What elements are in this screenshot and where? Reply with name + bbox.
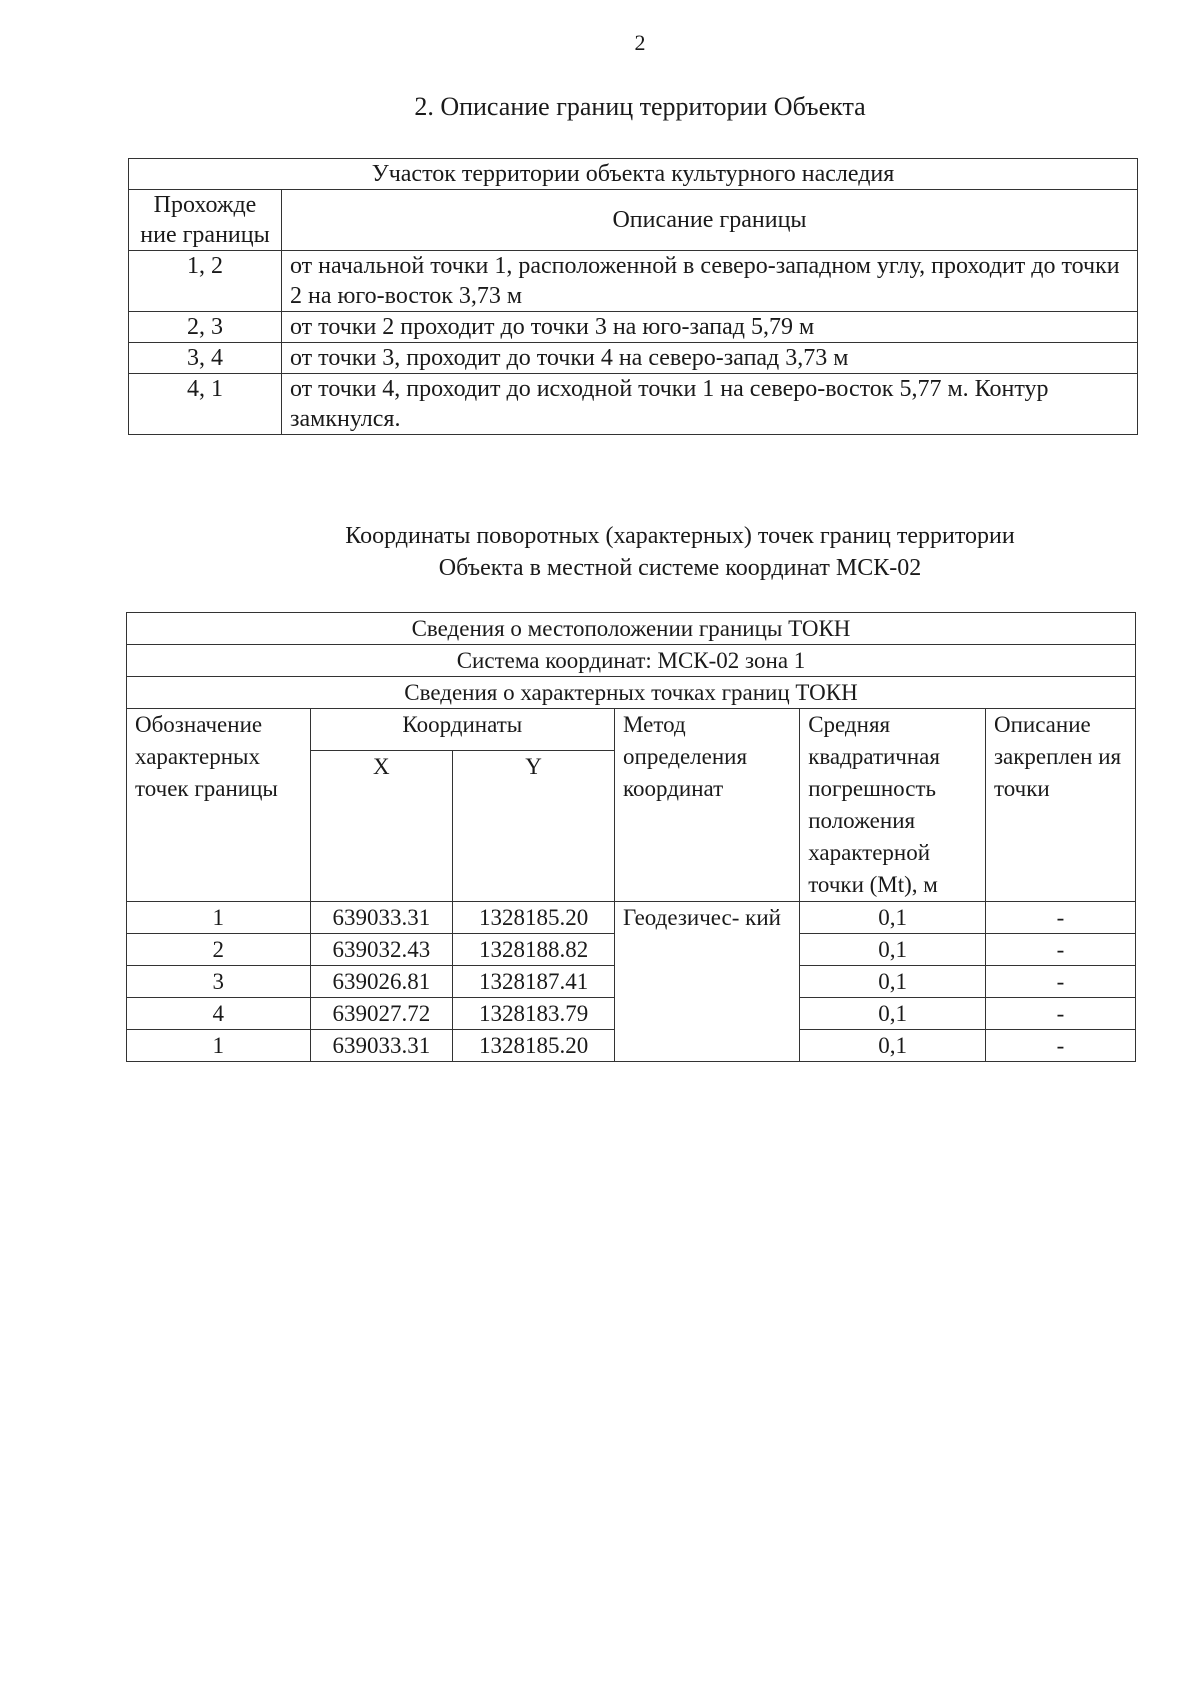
description-cell: от точки 3, проходит до точки 4 на северо-запад 3,73 м [282, 343, 1138, 374]
page-number: 2 [634, 30, 646, 55]
description-cell: от точки 4, проходит до исходной точки 1 на северо-восток 5,77 м. Контур замкнулся. [282, 374, 1138, 435]
point-cell: 2 [127, 934, 311, 966]
error-cell: 0,1 [800, 902, 986, 934]
point-cell: 1 [127, 902, 311, 934]
table-row [129, 343, 1138, 374]
passage-cell: 2, 3 [129, 312, 282, 343]
column-header-fixing: Описание закреплен ия точки [985, 709, 1135, 902]
column-header-point: Обозначение характерных точек границы [127, 709, 311, 902]
coordinates-heading [260, 520, 1100, 584]
table-row [127, 902, 1136, 934]
fixing-cell: - [985, 998, 1135, 1030]
passage-cell: 3, 4 [129, 343, 282, 374]
fixing-cell: - [985, 934, 1135, 966]
x-cell: 639033.31 [310, 902, 453, 934]
description-cell: от начальной точки 1, расположенной в северо-западном углу, проходит до точки 2 на юго-восток 3,73 м [282, 251, 1138, 312]
fixing-cell: - [985, 902, 1135, 934]
column-header-description: Описание границы [282, 190, 1138, 251]
error-cell: 0,1 [800, 1030, 986, 1062]
column-header-y: Y [453, 751, 615, 902]
coord-table-header-location: Сведения о местоположении границы ТОКН [127, 613, 1136, 645]
y-cell: 1328187.41 [453, 966, 615, 998]
passage-cell: 1, 2 [129, 251, 282, 312]
error-cell: 0,1 [800, 998, 986, 1030]
table-row [129, 312, 1138, 343]
fixing-cell: - [985, 966, 1135, 998]
x-cell: 639026.81 [310, 966, 453, 998]
column-header-method: Метод определения координат [615, 709, 800, 902]
fixing-cell: - [985, 1030, 1135, 1062]
y-cell: 1328183.79 [453, 998, 615, 1030]
description-cell: от точки 2 проходит до точки 3 на юго-запад 5,79 м [282, 312, 1138, 343]
coord-table-header-points: Сведения о характерных точках границ ТОКН [127, 677, 1136, 709]
column-header-passage: Прохожде ние границы [129, 190, 282, 251]
boundary-description-table [128, 158, 1138, 435]
y-cell: 1328188.82 [453, 934, 615, 966]
coordinates-heading-line-1: Координаты поворотных (характерных) точек границ территории [345, 523, 1015, 549]
x-cell: 639027.72 [310, 998, 453, 1030]
error-cell: 0,1 [800, 934, 986, 966]
method-cell: Геодезичес- кий [615, 902, 800, 1062]
section-title: 2. Описание границ территории Объекта [414, 92, 866, 121]
table-row [129, 251, 1138, 312]
y-cell: 1328185.20 [453, 902, 615, 934]
x-cell: 639032.43 [310, 934, 453, 966]
table-row [129, 374, 1138, 435]
column-header-error: Средняя квадратичная погрешность положения характерной точки (Mt), м [800, 709, 986, 902]
y-cell: 1328185.20 [453, 1030, 615, 1062]
boundary-table-title: Участок территории объекта культурного наследия [129, 159, 1138, 190]
error-cell: 0,1 [800, 966, 986, 998]
point-cell: 1 [127, 1030, 311, 1062]
point-cell: 4 [127, 998, 311, 1030]
point-cell: 3 [127, 966, 311, 998]
column-header-x: X [310, 751, 453, 902]
coord-table-header-system: Система координат: МСК-02 зона 1 [127, 645, 1136, 677]
x-cell: 639033.31 [310, 1030, 453, 1062]
coordinates-heading-line-2: Объекта в местной системе координат МСК-02 [438, 555, 922, 581]
passage-cell: 4, 1 [129, 374, 282, 435]
coordinates-table [126, 612, 1136, 1062]
column-header-coordinates: Координаты [310, 709, 614, 751]
